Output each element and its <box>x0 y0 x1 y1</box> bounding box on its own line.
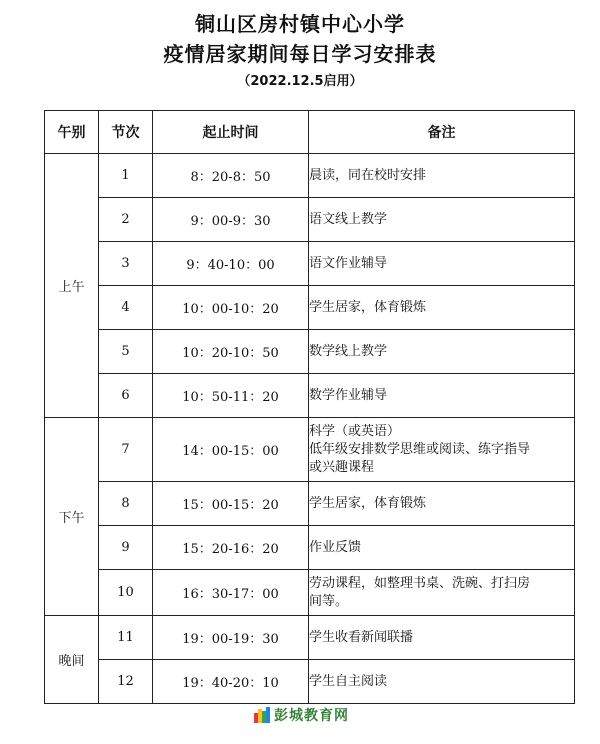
lesson-note <box>309 418 575 482</box>
lesson-time: 19：00-19：30 <box>153 616 309 660</box>
lesson-time: 14：00-15：00 <box>153 418 309 482</box>
lesson-note: 晨读，同在校时安排 <box>309 154 575 198</box>
period-afternoon: 下午 <box>45 418 99 616</box>
lesson-time: 8：20-8：50 <box>153 154 309 198</box>
lesson-number: 10 <box>99 570 153 616</box>
table-row <box>45 418 575 482</box>
lesson-number: 7 <box>99 418 153 482</box>
table-row <box>45 570 575 616</box>
table-row <box>45 616 575 660</box>
lesson-number: 11 <box>99 616 153 660</box>
table-row <box>45 482 575 526</box>
lesson-time: 19：40-20：10 <box>153 660 309 704</box>
header-notes: 备注 <box>309 111 575 154</box>
lesson-number: 8 <box>99 482 153 526</box>
lesson-number: 4 <box>99 286 153 330</box>
school-name-title: 铜山区房村镇中心小学 <box>195 12 405 36</box>
lesson-note <box>309 570 575 616</box>
lesson-time: 15：00-15：20 <box>153 482 309 526</box>
schedule-table <box>44 110 575 704</box>
lesson-note: 数学作业辅导 <box>309 374 575 418</box>
lesson-note: 作业反馈 <box>309 526 575 570</box>
table-row <box>45 242 575 286</box>
table-row <box>45 526 575 570</box>
lesson-note-line: 低年级安排数学思维或阅读、练字指导 <box>309 441 531 457</box>
start-date-note: （2022.12.5启用） <box>237 74 363 89</box>
lesson-note-line: 科学（或英语） <box>309 423 401 439</box>
table-row <box>45 286 575 330</box>
lesson-note: 语文作业辅导 <box>309 242 575 286</box>
lesson-time: 9：00-9：30 <box>153 198 309 242</box>
lesson-note: 学生收看新闻联播 <box>309 616 575 660</box>
lesson-time: 10：50-11：20 <box>153 374 309 418</box>
lesson-note-line: 或兴趣课程 <box>309 459 375 475</box>
lesson-number: 1 <box>99 154 153 198</box>
table-row <box>45 154 575 198</box>
schedule-title: 疫情居家期间每日学习安排表 <box>163 42 437 66</box>
lesson-time: 10：00-10：20 <box>153 286 309 330</box>
header-period: 午别 <box>45 111 99 154</box>
lesson-number: 5 <box>99 330 153 374</box>
books-icon <box>254 707 270 723</box>
lesson-number: 12 <box>99 660 153 704</box>
period-evening: 晚间 <box>45 616 99 704</box>
watermark-text: 彭城教育网 <box>274 708 349 724</box>
lesson-note: 数学线上教学 <box>309 330 575 374</box>
lesson-time: 15：20-16：20 <box>153 526 309 570</box>
header-row <box>45 111 575 154</box>
lesson-number: 9 <box>99 526 153 570</box>
lesson-note-line: 劳动课程，如整理书桌、洗碗、打扫房 <box>309 575 531 591</box>
header-lesson-number: 节次 <box>99 111 153 154</box>
lesson-number: 6 <box>99 374 153 418</box>
watermark-logo <box>254 706 349 724</box>
table-row <box>45 660 575 704</box>
lesson-number: 2 <box>99 198 153 242</box>
header-time: 起止时间 <box>153 111 309 154</box>
period-morning: 上午 <box>45 154 99 418</box>
lesson-time: 10：20-10：50 <box>153 330 309 374</box>
lesson-note: 语文线上教学 <box>309 198 575 242</box>
table-row <box>45 330 575 374</box>
lesson-time: 16：30-17：00 <box>153 570 309 616</box>
lesson-number: 3 <box>99 242 153 286</box>
lesson-note: 学生自主阅读 <box>309 660 575 704</box>
lesson-time: 9：40-10：00 <box>153 242 309 286</box>
lesson-note: 学生居家，体育锻炼 <box>309 482 575 526</box>
table-row <box>45 198 575 242</box>
table-row <box>45 374 575 418</box>
lesson-note-line: 间等。 <box>309 593 349 609</box>
lesson-note: 学生居家，体育锻炼 <box>309 286 575 330</box>
